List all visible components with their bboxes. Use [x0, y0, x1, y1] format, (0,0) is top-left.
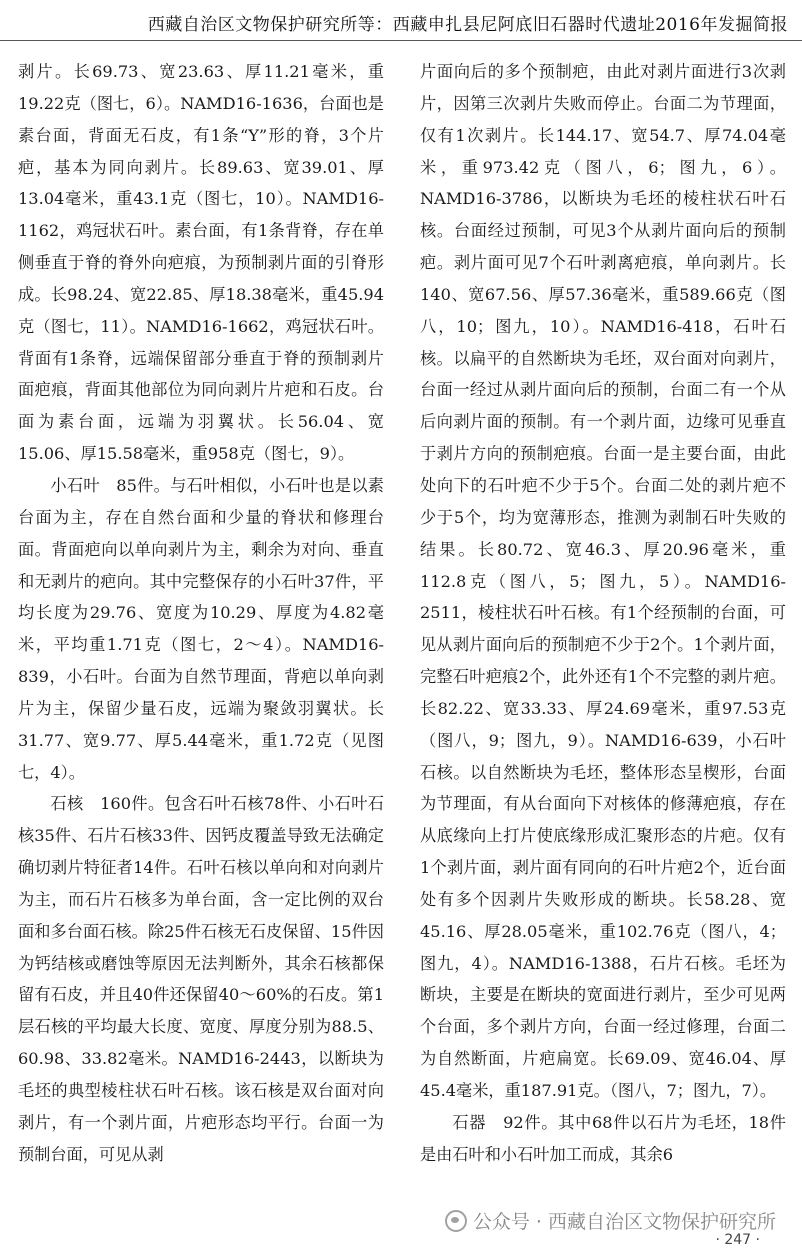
- page-number: · 247 ·: [715, 1232, 760, 1248]
- wechat-icon: [445, 1210, 467, 1232]
- paragraph: 片面向后的多个预制疤，由此对剥片面进行3次剥片，因第三次剥片失败而停止。台面二为节理面，仅有1次剥片。长144.17、宽54.7、厚74.04毫米，重973.42克（图八，6；图九，6）。NAMD16-3786，以断块为毛坯的棱柱状石叶石核。台面经过预制，可见3个从剥片面向后的预制疤。剥片面可见7个石叶剥离疤痕，单向剥片。长140、宽67.56、厚57.36毫米，重589.66克（图八，10；图九，10）。NAMD16-418，石叶石核。以扁平的自然断块为毛坯，双台面对向剥片，台面一经过从剥片面向后的预制，台面二有一个从后向剥片面的预制。有一个剥片面，边缘可见垂直于剥片方向的预制疤痕。台面一是主要台面，由此处向下的石叶疤不少于5个。台面二处的剥片疤不少于5个，均为宽薄形态，推测为剥制石叶失败的结果。长80.72、宽46.3、厚20.96毫米，重112.8克（图八，5；图九，5）。NAMD16-2511，棱柱状石叶石核。有1个经预制的台面，可见从剥片面向后的预制疤不少于2个。1个剥片面，完整石叶疤痕2个，此外还有1个不完整的剥片疤。长82.22、宽33.33、厚24.69毫米，重97.53克（图八，9；图九，9）。NAMD16-639，小石叶石核。以自然断块为毛坯，整体形态呈楔形，台面为节理面，有从台面向下对核体的修薄疤痕，存在从底缘向上打片使底缘形成汇聚形态的片疤。仅有1个剥片面，剥片面有同向的石叶片疤2个，近台面处有多个因剥片失败形成的断块。长58.28、宽45.16、厚28.05毫米，重102.76克（图八，4；图九，4）。NAMD16-1388，石片石核。毛坯为断块，主要是在断块的宽面进行剥片，至少可见两个台面，多个剥片方向，台面一经过修理，台面二为自然断面，片疤扁宽。长69.09、宽46.04、厚45.4毫米，重187.91克。（图八，7；图九，7）。: [420, 62, 786, 1100]
- header-rule: [0, 40, 802, 41]
- paragraph: 石核 160件。包含石叶石核78件、小石叶石核35件、石片石核33件、因钙皮覆盖导致无法确定确切剥片特征者14件。石叶石核以单向和对向剥片为主，而石片石核多为单台面，含一定比例的双台面和多台面石核。除25件石核无石皮保留、15件因为钙结核或磨蚀等原因无法判断外，其余石核都保留有石皮，并且40件还保留40～60%的石皮。第1层石核的平均最大长度、宽度、厚度分别为88.5、60.98、33.82毫米。NAMD16-2443，以断块为毛坯的典型棱柱状石叶石核。该石核是双台面对向剥片，有一个剥片面，片疤形态均平行。台面一为预制台面，可见从剥: [18, 794, 384, 1164]
- watermark-text: 公众号 · 西藏自治区文物保护研究所: [472, 1211, 776, 1233]
- running-header: 西藏自治区文物保护研究所等：西藏申扎县尼阿底旧石器时代遗址2016年发掘简报: [147, 15, 788, 35]
- right-column: [420, 56, 786, 1171]
- paragraph: 小石叶 85件。与石叶相似，小石叶也是以素台面为主，存在自然台面和少量的脊状和修理台面。背面疤向以单向剥片为主，剩余为对向、垂直和无剥片的疤向。其中完整保存的小石叶37件，平均长度为29.76、宽度为10.29、厚度为4.82毫米，平均重1.71克（图七，2～4）。NAMD16-839，小石叶。台面为自然节理面，背疤以单向剥片为主，保留少量石皮，远端为聚敛羽翼状。长31.77、宽9.77、厚5.44毫米，重1.72克（见图七，4）。: [18, 475, 384, 782]
- paragraph: 石器 92件。其中68件以石片为毛坯，18件是由石叶和小石叶加工而成，其余6: [420, 1112, 786, 1164]
- wechat-watermark: [445, 1207, 776, 1234]
- left-column: [18, 56, 384, 1171]
- paragraph: 剥片。长69.73、宽23.63、厚11.21毫米，重19.22克（图七，6）。NAMD16-1636，台面也是素台面，背面无石皮，有1条“Y”形的脊，3个片疤，基本为同向剥片。长89.63、宽39.01、厚13.04毫米，重43.1克（图七，10）。NAMD16-1162，鸡冠状石叶。素台面，有1条背脊，存在单侧垂直于脊的脊外向疤痕，为预制剥片面的引脊形成。长98.24、宽22.85、厚18.38毫米，重45.94克（图七，11）。NAMD16-1662，鸡冠状石叶。背面有1条脊，远端保留部分垂直于脊的预制剥片面疤痕，背面其他部位为同向剥片片疤和石皮。台面为素台面，远端为羽翼状。长56.04、宽15.06、厚15.58毫米，重958克（图七，9）。: [18, 62, 384, 464]
